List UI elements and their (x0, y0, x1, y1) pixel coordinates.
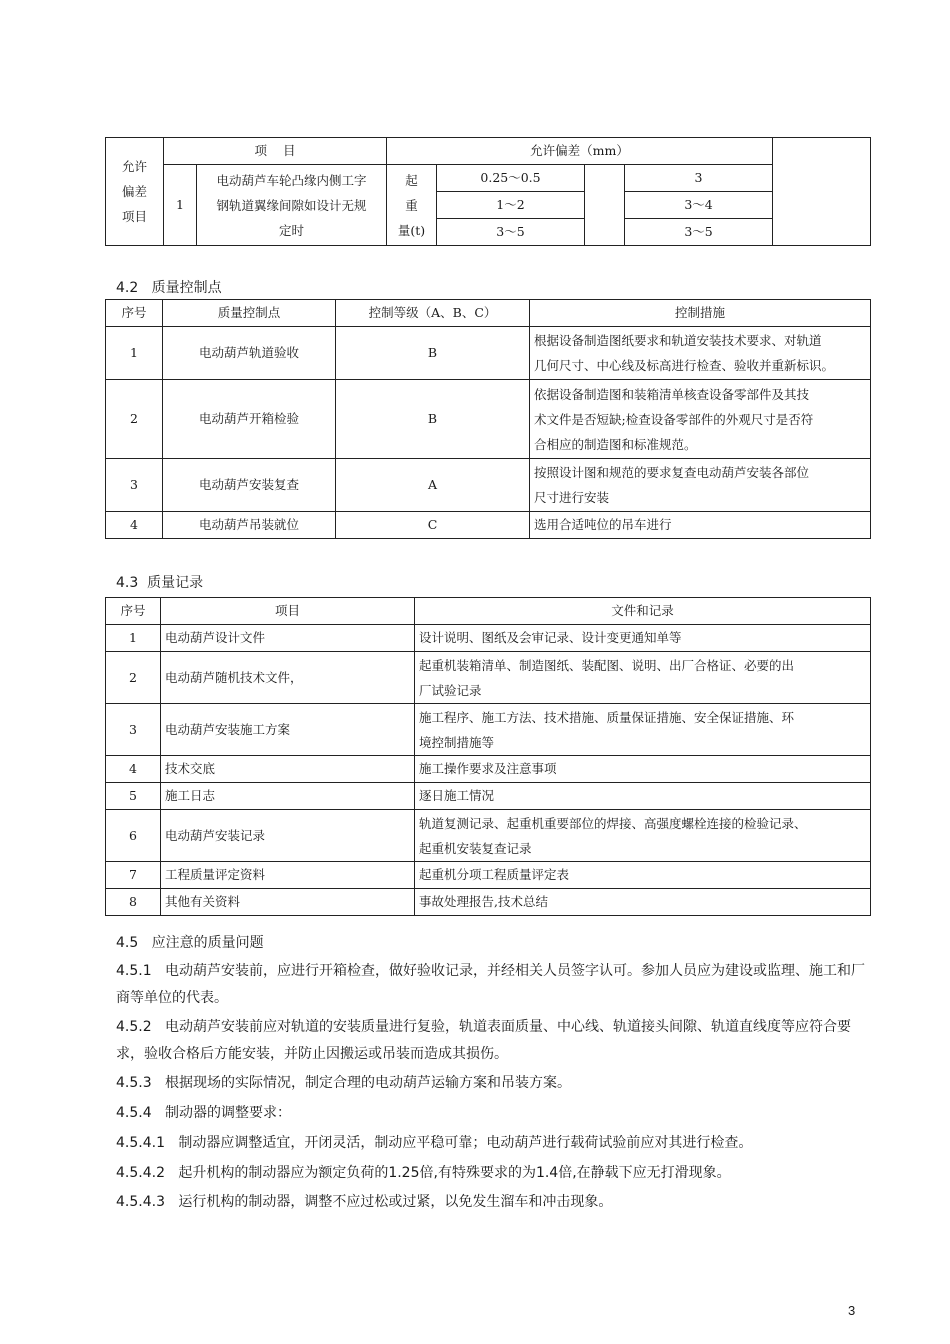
measure-line: 几何尺寸、中心线及标高进行检查、验收并重新标识。 (534, 358, 835, 373)
record-item: 电动葫芦安装施工方案 (161, 704, 415, 756)
row-no: 4 (106, 512, 163, 539)
record-item: 电动葫芦安装记录 (161, 810, 415, 862)
record-docs (415, 756, 871, 783)
table-row (106, 327, 871, 380)
record-docs (415, 810, 871, 862)
record-line: 境控制措施等 (419, 734, 495, 750)
measure-line: 尺寸进行安装 (534, 490, 610, 505)
paragraph-4-5-4-2: 4.5.4.2 起升机构的制动器应为额定负荷的1.25倍,有特殊要求的为1.4倍,在静载下应无打滑现象。 (116, 1165, 731, 1181)
control-measure (530, 327, 871, 380)
row-no: 7 (106, 862, 161, 889)
blank-cell (585, 165, 625, 246)
record-docs (415, 862, 871, 889)
side-label-line: 允许 (121, 159, 147, 174)
record-item: 技术交底 (161, 756, 415, 783)
col-header: 质量控制点 (163, 300, 336, 327)
deviation-value: 3～4 (625, 192, 773, 219)
record-line: 施工程序、施工方法、技术措施、质量保证措施、安全保证措施、环 (419, 709, 795, 725)
table-row (106, 512, 871, 539)
record-line: 厂试验记录 (419, 682, 482, 698)
side-label-cell (106, 138, 164, 246)
section-4-2-title: 4.2 质量控制点 (116, 280, 222, 296)
col-header: 文件和记录 (415, 598, 871, 625)
item-line: 定时 (278, 222, 304, 238)
header-deviation: 允许偏差（mm） (387, 138, 773, 165)
quality-record-table (105, 597, 871, 916)
row-no: 4 (106, 756, 161, 783)
record-item: 电动葫芦设计文件 (161, 625, 415, 652)
measure-line: 按照设计图和规范的要求复查电动葫芦安装各部位 (534, 465, 810, 480)
row-no: 2 (106, 380, 163, 459)
paragraph-4-5-1: 4.5.1 电动葫芦安装前，应进行开箱检查，做好验收记录，并经相关人员签字认可。参加人员应为建设或监理、施工和厂商等单位的代表。 (116, 963, 865, 1006)
section-4-5-title: 4.5 应注意的质量问题 (116, 935, 264, 951)
row-no: 3 (106, 459, 163, 512)
col-header: 控制措施 (530, 300, 871, 327)
paragraph-4-5-2: 4.5.2 电动葫芦安装前应对轨道的安装质量进行复验，轨道表面质量、中心线、轨道接头间隙、轨道直线度等应符合要求，验收合格后方能安装，并防止因搬运或吊装而造成其损伤。 (116, 1019, 851, 1062)
table-row (106, 862, 871, 889)
record-line: 起重机装箱清单、制造图纸、装配图、说明、出厂合格证、必要的出 (419, 657, 795, 673)
load-value: 3～5 (437, 219, 585, 246)
table-row (106, 889, 871, 916)
control-level: B (336, 380, 530, 459)
record-item: 工程质量评定资料 (161, 862, 415, 889)
table-row (106, 625, 871, 652)
control-point: 电动葫芦轨道验收 (163, 327, 336, 380)
paragraph-4-5-4: 4.5.4 制动器的调整要求： (116, 1105, 291, 1121)
record-line: 逐日施工情况 (419, 788, 495, 803)
record-item: 电动葫芦随机技术文件， (161, 652, 415, 704)
control-point: 电动葫芦开箱检验 (163, 380, 336, 459)
table-row (106, 756, 871, 783)
row-no: 8 (106, 889, 161, 916)
load-value: 1～2 (437, 192, 585, 219)
measure-line: 术文件是否短缺;检查设备零部件的外观尺寸是否符 (534, 411, 814, 427)
control-point: 电动葫芦安装复查 (163, 459, 336, 512)
paragraph-4-5-4-1: 4.5.4.1 制动器应调整适宜，开闭灵活，制动应平稳可靠；电动葫芦进行载荷试验前应对其进行检查。 (116, 1135, 753, 1151)
col-header: 序号 (106, 300, 163, 327)
side-label-line: 偏差 (121, 184, 147, 199)
measure-line: 选用合适吨位的吊车进行 (534, 517, 672, 532)
item-line: 钢轨道翼缘间隙如设计无规 (216, 197, 367, 213)
quality-control-table (105, 299, 871, 539)
header-item: 项 目 (164, 138, 387, 165)
col-header: 控制等级（A、B、C） (336, 300, 530, 327)
control-level: C (336, 512, 530, 539)
record-line: 施工操作要求及注意事项 (419, 761, 557, 776)
table-row (106, 459, 871, 512)
record-line: 轨道复测记录、起重机重要部位的焊接、高强度螺栓连接的检验记录、 (419, 815, 807, 831)
deviation-table (105, 137, 871, 246)
record-docs (415, 652, 871, 704)
table-row (106, 783, 871, 810)
paragraph-4-5-3: 4.5.3 根据现场的实际情况，制定合理的电动葫芦运输方案和吊装方案。 (116, 1075, 571, 1091)
record-line: 设计说明、图纸及会审记录、设计变更通知单等 (419, 630, 682, 645)
row-no: 1 (106, 327, 163, 380)
load-label-line: 重 (405, 197, 418, 213)
row-no: 2 (106, 652, 161, 704)
control-level: A (336, 459, 530, 512)
table-row (106, 380, 871, 459)
control-level: B (336, 327, 530, 380)
record-line: 起重机安装复查记录 (419, 840, 532, 856)
item-description (197, 165, 387, 246)
record-docs (415, 889, 871, 916)
record-item: 其他有关资料 (161, 889, 415, 916)
row-number: 1 (164, 165, 197, 246)
row-no: 1 (106, 625, 161, 652)
record-line: 事故处理报告,技术总结 (419, 894, 548, 909)
record-line: 起重机分项工程质量评定表 (419, 867, 570, 882)
measure-line: 根据设备制造图纸要求和轨道安装技术要求、对轨道 (534, 333, 822, 348)
deviation-value: 3～5 (625, 219, 773, 246)
section-4-3-title: 4.3 质量记录 (116, 575, 204, 591)
table-row (106, 652, 871, 704)
load-value: 0.25～0.5 (437, 165, 585, 192)
table-row (106, 810, 871, 862)
blank-cell (773, 138, 871, 246)
paragraph-4-5-4-3: 4.5.4.3 运行机构的制动器，调整不应过松或过紧，以免发生溜车和冲击现象。 (116, 1194, 613, 1210)
measure-line: 依据设备制造图和装箱清单核查设备零部件及其技 (534, 386, 810, 402)
row-no: 6 (106, 810, 161, 862)
row-no: 3 (106, 704, 161, 756)
record-docs (415, 704, 871, 756)
col-header: 序号 (106, 598, 161, 625)
page-number: 3 (848, 1303, 856, 1318)
control-point: 电动葫芦吊装就位 (163, 512, 336, 539)
record-docs (415, 783, 871, 810)
row-no: 5 (106, 783, 161, 810)
record-docs (415, 625, 871, 652)
control-measure (530, 459, 871, 512)
side-label-line: 项目 (121, 209, 147, 224)
measure-line: 合相应的制造图和标准规范。 (534, 436, 697, 452)
control-measure (530, 380, 871, 459)
col-header: 项目 (161, 598, 415, 625)
record-item: 施工日志 (161, 783, 415, 810)
load-label-line: 量(t) (397, 222, 426, 238)
deviation-value: 3 (625, 165, 773, 192)
load-label-line: 起 (405, 172, 418, 188)
load-label (387, 165, 437, 246)
table-row (106, 704, 871, 756)
item-line: 电动葫芦车轮凸缘内侧工字 (216, 172, 367, 188)
control-measure (530, 512, 871, 539)
